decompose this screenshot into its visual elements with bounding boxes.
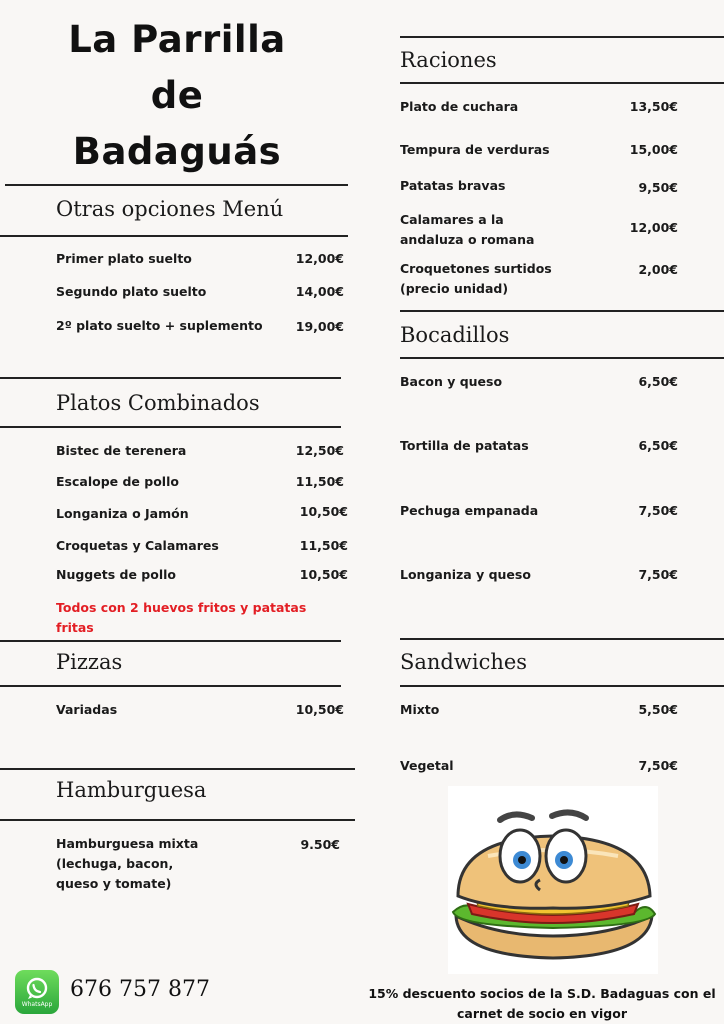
menu-item-price: 11,50€ [295, 474, 344, 489]
divider [0, 377, 341, 379]
combinados-note-line-2: fritas [56, 620, 94, 635]
title-line-2: de [150, 74, 204, 117]
menu-item-name: Vegetal [400, 758, 454, 773]
menu-item-name: 2º plato suelto + suplemento [56, 318, 263, 333]
menu-item-price: 12,00€ [295, 251, 344, 266]
phone-number: 676 757 877 [70, 977, 210, 1002]
menu-item-name: Croquetas y Calamares [56, 538, 219, 553]
menu-item-name-line-1: Calamares a la [400, 212, 504, 227]
restaurant-title [30, 12, 324, 180]
menu-item-name: Bacon y queso [400, 374, 503, 389]
sandwich-cartoon [448, 786, 658, 974]
combinados-note-line-1: Todos con 2 huevos fritos y patatas [56, 600, 307, 615]
title-line-1: La Parrilla [68, 18, 286, 61]
menu-item-price: 7,50€ [638, 567, 678, 582]
menu-item-name: Tortilla de patatas [400, 438, 529, 453]
divider [0, 685, 341, 687]
menu-item-price: 11,50€ [299, 538, 348, 553]
menu-item-name: Patatas bravas [400, 178, 506, 193]
section-heading-bocadillos: Bocadillos [400, 323, 510, 347]
menu-item-name: Escalope de pollo [56, 474, 179, 489]
menu-item-name-line-2: (lechuga, bacon, [56, 856, 174, 871]
divider [400, 310, 724, 312]
divider [400, 357, 724, 359]
divider [400, 638, 724, 640]
menu-item-price: 19,00€ [295, 319, 344, 334]
sandwich-cartoon-svg [448, 786, 658, 974]
menu-item-name: Longaniza o Jamón [56, 506, 189, 521]
divider [0, 426, 341, 428]
section-heading-hamburguesa: Hamburguesa [56, 778, 207, 802]
menu-item-price: 10,50€ [299, 504, 348, 519]
menu-item-name-line-3: queso y tomate) [56, 876, 172, 891]
title-line-3: Badaguás [72, 130, 282, 173]
section-heading-combinados: Platos Combinados [56, 391, 260, 415]
menu-item-price: 6,50€ [638, 438, 678, 453]
section-heading-sandwiches: Sandwiches [400, 650, 528, 674]
menu-item-price: 14,00€ [295, 284, 344, 299]
menu-item-name: Bistec de terenera [56, 443, 187, 458]
menu-item-price: 12,50€ [295, 443, 344, 458]
divider [0, 768, 355, 770]
divider [0, 235, 348, 237]
divider [5, 184, 348, 186]
divider [400, 685, 724, 687]
menu-item-name-line-1: Hamburguesa mixta [56, 836, 199, 851]
menu-item-price: 12,00€ [629, 220, 678, 235]
menu-item-price: 7,50€ [638, 758, 678, 773]
divider [400, 36, 724, 38]
section-heading-raciones: Raciones [400, 48, 497, 72]
whatsapp-icon [15, 970, 59, 1014]
menu-item-name: Primer plato suelto [56, 251, 192, 266]
promo-line-2: carnet de socio en vigor [456, 1006, 627, 1021]
promo-line-1: 15% descuento socios de la S.D. Badaguas con el [368, 986, 716, 1001]
divider [0, 640, 341, 642]
menu-item-name-line-2: (precio unidad) [400, 281, 509, 296]
menu-item-name: Variadas [56, 702, 118, 717]
menu-item-price: 13,50€ [629, 99, 678, 114]
promo-text [352, 984, 724, 1024]
menu-item-name: Longaniza y queso [400, 567, 531, 582]
menu-item-price: 6,50€ [638, 374, 678, 389]
menu-item-name: Mixto [400, 702, 440, 717]
divider [400, 82, 724, 84]
menu-item-name: Tempura de verduras [400, 142, 550, 157]
menu-item-name: Pechuga empanada [400, 503, 539, 518]
section-heading-otras: Otras opciones Menú [56, 197, 284, 221]
menu-item-name: Segundo plato suelto [56, 284, 207, 299]
menu-item-price: 15,00€ [629, 142, 678, 157]
menu-item-price: 10,50€ [299, 567, 348, 582]
menu-item-name: Plato de cuchara [400, 99, 519, 114]
menu-item-price: 9.50€ [300, 837, 340, 852]
menu-item-name-line-1: Croquetones surtidos [400, 261, 552, 276]
menu-item-name: Nuggets de pollo [56, 567, 176, 582]
menu-item-price: 7,50€ [638, 503, 678, 518]
divider [0, 819, 355, 821]
section-heading-pizzas: Pizzas [56, 650, 123, 674]
whatsapp-icon-label: WhatsApp [21, 1001, 53, 1008]
menu-item-price: 9,50€ [638, 180, 678, 195]
menu-item-name-line-2: andaluza o romana [400, 232, 535, 247]
menu-item-price: 10,50€ [295, 702, 344, 717]
menu-item-price: 2,00€ [638, 262, 678, 277]
menu-item-price: 5,50€ [638, 702, 678, 717]
